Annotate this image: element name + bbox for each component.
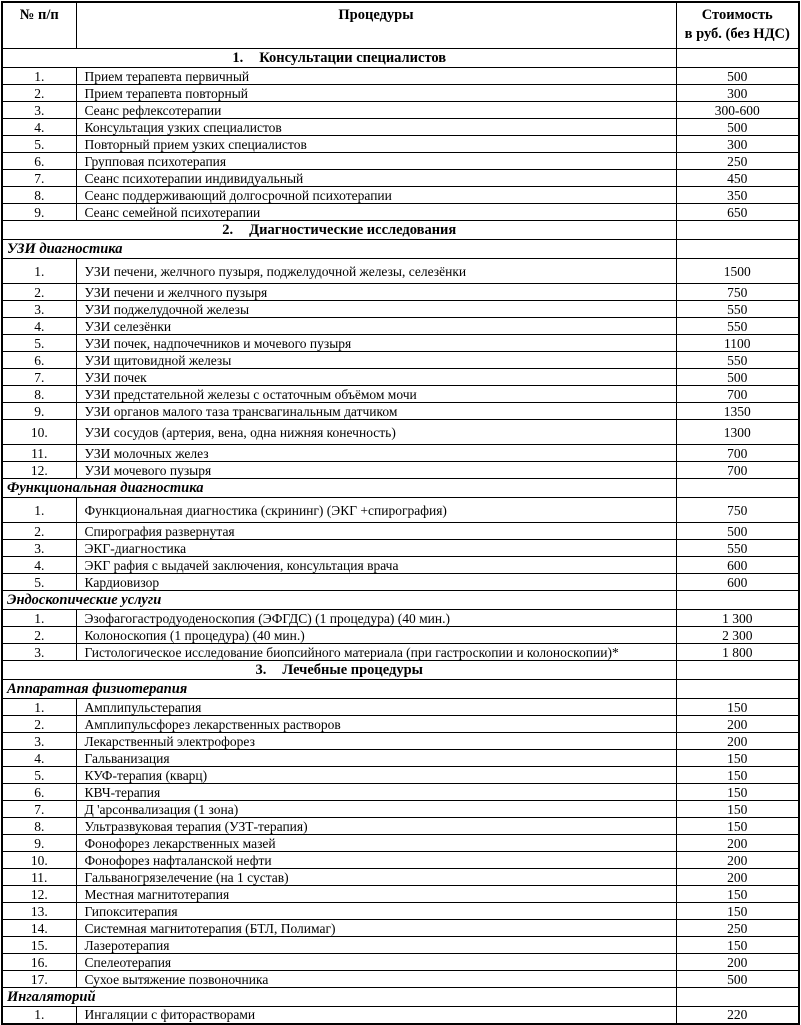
subsection-title-cell: Ингаляторий [2, 988, 676, 1007]
price-cell-empty [676, 680, 799, 699]
procedure-name-cell: Спирография развернутая [76, 523, 676, 540]
table-row [2, 954, 799, 971]
row-number-cell: 4. [2, 750, 76, 767]
procedure-name-cell: Консультация узких специалистов [76, 119, 676, 136]
subsection-header-row [2, 479, 799, 498]
row-number-cell: 1. [2, 1007, 76, 1024]
procedure-name-cell: УЗИ селезёнки [76, 318, 676, 335]
table-row [2, 903, 799, 920]
table-header-row [2, 2, 799, 49]
subsection-header-row [2, 680, 799, 699]
procedure-name-cell: Гальваногрязелечение (на 1 сустав) [76, 869, 676, 886]
procedure-name-cell: ЭКГ-диагностика [76, 540, 676, 557]
price-cell: 300 [676, 136, 799, 153]
table-row [2, 835, 799, 852]
table-row [2, 920, 799, 937]
procedure-name-cell: Повторный прием узких специалистов [76, 136, 676, 153]
price-cell: 500 [676, 119, 799, 136]
table-row [2, 574, 799, 591]
procedure-name-cell: Лазеротерапия [76, 937, 676, 954]
row-number-cell: 1. [2, 68, 76, 85]
row-number-cell: 8. [2, 386, 76, 403]
column-header-price-line1: Стоимость [701, 7, 773, 23]
row-number-cell: 2. [2, 85, 76, 102]
table-row [2, 301, 799, 318]
procedure-name-cell: Функциональная диагностика (скрининг) (ЭКГ +спирография) [76, 498, 676, 523]
section-title-cell [2, 49, 676, 68]
price-cell: 200 [676, 869, 799, 886]
price-cell: 750 [676, 498, 799, 523]
table-row [2, 937, 799, 954]
price-cell: 2 300 [676, 627, 799, 644]
subsection-title-cell: УЗИ диагностика [2, 240, 676, 259]
procedure-name-cell: УЗИ органов малого таза трансвагинальным датчиком [76, 403, 676, 420]
procedure-name-cell: УЗИ почек, надпочечников и мочевого пузыря [76, 335, 676, 352]
procedure-name-cell: Амплипульстерапия [76, 699, 676, 716]
procedure-name-cell: Эзофагогастродуоденоскопия (ЭФГДС) (1 процедура) (40 мин.) [76, 610, 676, 627]
row-number-cell: 9. [2, 403, 76, 420]
procedure-name-cell: Гипокситерапия [76, 903, 676, 920]
row-number-cell: 17. [2, 971, 76, 988]
price-cell: 550 [676, 540, 799, 557]
procedure-name-cell: Гальванизация [76, 750, 676, 767]
row-number-cell: 6. [2, 352, 76, 369]
procedure-name-cell: Системная магнитотерапия (БТЛ, Полимаг) [76, 920, 676, 937]
row-number-cell: 9. [2, 835, 76, 852]
price-cell: 750 [676, 284, 799, 301]
table-row [2, 352, 799, 369]
price-cell: 300-600 [676, 102, 799, 119]
row-number-cell: 12. [2, 462, 76, 479]
subsection-title-cell: Функциональная диагностика [2, 479, 676, 498]
section-title-cell [2, 221, 676, 240]
table-row [2, 403, 799, 420]
table-row [2, 318, 799, 335]
table-body [2, 49, 799, 1024]
price-cell: 1100 [676, 335, 799, 352]
row-number-cell: 5. [2, 767, 76, 784]
procedure-name-cell: Ультразвуковая терапия (УЗТ-терапия) [76, 818, 676, 835]
column-header-procedures: Процедуры [76, 2, 676, 49]
row-number-cell: 11. [2, 445, 76, 462]
row-number-cell: 1. [2, 259, 76, 284]
section-number: 1. [232, 49, 244, 66]
row-number-cell: 3. [2, 733, 76, 750]
section-header-row [2, 661, 799, 680]
row-number-cell: 6. [2, 153, 76, 170]
table-row [2, 733, 799, 750]
price-cell: 200 [676, 716, 799, 733]
table-row [2, 119, 799, 136]
procedure-name-cell: Д 'арсонвализация (1 зона) [76, 801, 676, 818]
row-number-cell: 1. [2, 610, 76, 627]
table-header [2, 2, 799, 49]
table-row [2, 136, 799, 153]
row-number-cell: 15. [2, 937, 76, 954]
table-row [2, 259, 799, 284]
price-cell: 550 [676, 318, 799, 335]
procedure-name-cell: Колоноскопия (1 процедура) (40 мин.) [76, 627, 676, 644]
table-row [2, 170, 799, 187]
table-row [2, 462, 799, 479]
row-number-cell: 3. [2, 301, 76, 318]
price-table [1, 1, 800, 1025]
price-cell-empty [676, 661, 799, 680]
procedure-name-cell: Лекарственный электрофорез [76, 733, 676, 750]
row-number-cell: 7. [2, 170, 76, 187]
row-number-cell: 8. [2, 818, 76, 835]
price-cell: 250 [676, 920, 799, 937]
row-number-cell: 8. [2, 187, 76, 204]
table-row [2, 540, 799, 557]
price-cell: 1300 [676, 420, 799, 445]
procedure-name-cell: Групповая психотерапия [76, 153, 676, 170]
subsection-title-cell: Аппаратная физиотерапия [2, 680, 676, 699]
price-cell: 250 [676, 153, 799, 170]
subsection-header-row [2, 988, 799, 1007]
row-number-cell: 3. [2, 540, 76, 557]
price-cell: 1 800 [676, 644, 799, 661]
table-row [2, 627, 799, 644]
procedure-name-cell: Гистологическое исследование биопсийного материала (при гастроскопии и колоноскопии)* [76, 644, 676, 661]
table-row [2, 801, 799, 818]
table-row [2, 971, 799, 988]
row-number-cell: 10. [2, 852, 76, 869]
price-cell: 600 [676, 557, 799, 574]
table-row [2, 386, 799, 403]
procedure-name-cell: Сеанс поддерживающий долгосрочной психотерапии [76, 187, 676, 204]
price-cell: 150 [676, 886, 799, 903]
price-cell: 450 [676, 170, 799, 187]
price-cell: 150 [676, 699, 799, 716]
table-row [2, 153, 799, 170]
procedure-name-cell: УЗИ предстательной железы с остаточным объёмом мочи [76, 386, 676, 403]
row-number-cell: 7. [2, 369, 76, 386]
procedure-name-cell: Ингаляции с фиторастворами [76, 1007, 676, 1024]
price-cell: 150 [676, 903, 799, 920]
price-cell: 550 [676, 352, 799, 369]
table-row [2, 85, 799, 102]
procedure-name-cell: УЗИ сосудов (артерия, вена, одна нижняя конечность) [76, 420, 676, 445]
price-cell: 150 [676, 750, 799, 767]
price-cell: 500 [676, 971, 799, 988]
price-cell-empty [676, 221, 799, 240]
procedure-name-cell: Фонофорез нафталанской нефти [76, 852, 676, 869]
price-cell: 220 [676, 1007, 799, 1024]
procedure-name-cell: Сухое вытяжение позвоночника [76, 971, 676, 988]
table-row [2, 750, 799, 767]
procedure-name-cell: ЭКГ рафия с выдачей заключения, консультация врача [76, 557, 676, 574]
section-header-row [2, 221, 799, 240]
table-row [2, 523, 799, 540]
row-number-cell: 5. [2, 574, 76, 591]
procedure-name-cell: Амплипульсфорез лекарственных растворов [76, 716, 676, 733]
procedure-name-cell: Прием терапевта повторный [76, 85, 676, 102]
price-cell: 600 [676, 574, 799, 591]
table-row [2, 699, 799, 716]
procedure-name-cell: КУФ-терапия (кварц) [76, 767, 676, 784]
price-cell: 1350 [676, 403, 799, 420]
row-number-cell: 10. [2, 420, 76, 445]
section-number: 3. [255, 661, 267, 678]
price-cell-empty [676, 479, 799, 498]
price-cell: 1500 [676, 259, 799, 284]
procedure-name-cell: УЗИ почек [76, 369, 676, 386]
price-cell: 200 [676, 852, 799, 869]
procedure-name-cell: УЗИ печени и желчного пузыря [76, 284, 676, 301]
section-title: Лечебные процедуры [282, 661, 423, 678]
table-row [2, 1007, 799, 1024]
section-title: Консультации специалистов [259, 49, 447, 66]
row-number-cell: 2. [2, 284, 76, 301]
price-cell: 150 [676, 937, 799, 954]
row-number-cell: 6. [2, 784, 76, 801]
section-title: Диагностические исследования [249, 221, 457, 238]
subsection-title-cell: Эндоскопические услуги [2, 591, 676, 610]
price-cell: 300 [676, 85, 799, 102]
row-number-cell: 11. [2, 869, 76, 886]
procedure-name-cell: Спелеотерапия [76, 954, 676, 971]
table-row [2, 335, 799, 352]
row-number-cell: 12. [2, 886, 76, 903]
column-header-price-line2: в руб. (без НДС) [684, 26, 790, 42]
price-cell: 150 [676, 801, 799, 818]
table-row [2, 557, 799, 574]
row-number-cell: 7. [2, 801, 76, 818]
table-row [2, 102, 799, 119]
table-row [2, 610, 799, 627]
price-cell: 350 [676, 187, 799, 204]
table-row [2, 716, 799, 733]
column-header-price [676, 2, 799, 49]
row-number-cell: 3. [2, 644, 76, 661]
table-row [2, 869, 799, 886]
price-cell: 700 [676, 445, 799, 462]
table-row [2, 284, 799, 301]
table-row [2, 420, 799, 445]
row-number-cell: 2. [2, 716, 76, 733]
section-number: 2. [222, 221, 234, 238]
price-cell: 200 [676, 954, 799, 971]
price-cell: 650 [676, 204, 799, 221]
row-number-cell: 13. [2, 903, 76, 920]
table-row [2, 204, 799, 221]
subsection-header-row [2, 240, 799, 259]
row-number-cell: 3. [2, 102, 76, 119]
section-title-cell [2, 661, 676, 680]
price-cell-empty [676, 591, 799, 610]
price-cell: 150 [676, 767, 799, 784]
row-number-cell: 1. [2, 498, 76, 523]
price-cell: 1 300 [676, 610, 799, 627]
procedure-name-cell: Местная магнитотерапия [76, 886, 676, 903]
procedure-name-cell: Сеанс рефлексотерапии [76, 102, 676, 119]
row-number-cell: 2. [2, 627, 76, 644]
price-cell: 200 [676, 835, 799, 852]
table-row [2, 187, 799, 204]
procedure-name-cell: Прием терапевта первичный [76, 68, 676, 85]
price-cell-empty [676, 240, 799, 259]
price-cell: 150 [676, 818, 799, 835]
price-cell: 500 [676, 68, 799, 85]
row-number-cell: 1. [2, 699, 76, 716]
section-header-row [2, 49, 799, 68]
price-cell: 700 [676, 386, 799, 403]
price-cell-empty [676, 49, 799, 68]
table-row [2, 369, 799, 386]
price-cell: 550 [676, 301, 799, 318]
table-row [2, 445, 799, 462]
table-row [2, 498, 799, 523]
price-cell: 700 [676, 462, 799, 479]
price-cell: 500 [676, 369, 799, 386]
table-row [2, 784, 799, 801]
table-row [2, 818, 799, 835]
procedure-name-cell: Сеанс психотерапии индивидуальный [76, 170, 676, 187]
column-header-number: № п/п [2, 2, 76, 49]
subsection-header-row [2, 591, 799, 610]
table-row [2, 767, 799, 784]
table-row [2, 68, 799, 85]
row-number-cell: 14. [2, 920, 76, 937]
row-number-cell: 5. [2, 335, 76, 352]
procedure-name-cell: Фонофорез лекарственных мазей [76, 835, 676, 852]
table-row [2, 886, 799, 903]
procedure-name-cell: УЗИ мочевого пузыря [76, 462, 676, 479]
table-row [2, 644, 799, 661]
table-row [2, 852, 799, 869]
procedure-name-cell: УЗИ поджелудочной железы [76, 301, 676, 318]
row-number-cell: 4. [2, 318, 76, 335]
row-number-cell: 2. [2, 523, 76, 540]
row-number-cell: 5. [2, 136, 76, 153]
price-cell: 150 [676, 784, 799, 801]
row-number-cell: 4. [2, 557, 76, 574]
price-cell-empty [676, 988, 799, 1007]
procedure-name-cell: Кардиовизор [76, 574, 676, 591]
row-number-cell: 16. [2, 954, 76, 971]
procedure-name-cell: Сеанс семейной психотерапии [76, 204, 676, 221]
row-number-cell: 9. [2, 204, 76, 221]
price-cell: 200 [676, 733, 799, 750]
procedure-name-cell: УЗИ молочных желез [76, 445, 676, 462]
procedure-name-cell: УЗИ печени, желчного пузыря, поджелудочной железы, селезёнки [76, 259, 676, 284]
procedure-name-cell: УЗИ щитовидной железы [76, 352, 676, 369]
price-cell: 500 [676, 523, 799, 540]
procedure-name-cell: КВЧ-терапия [76, 784, 676, 801]
row-number-cell: 4. [2, 119, 76, 136]
